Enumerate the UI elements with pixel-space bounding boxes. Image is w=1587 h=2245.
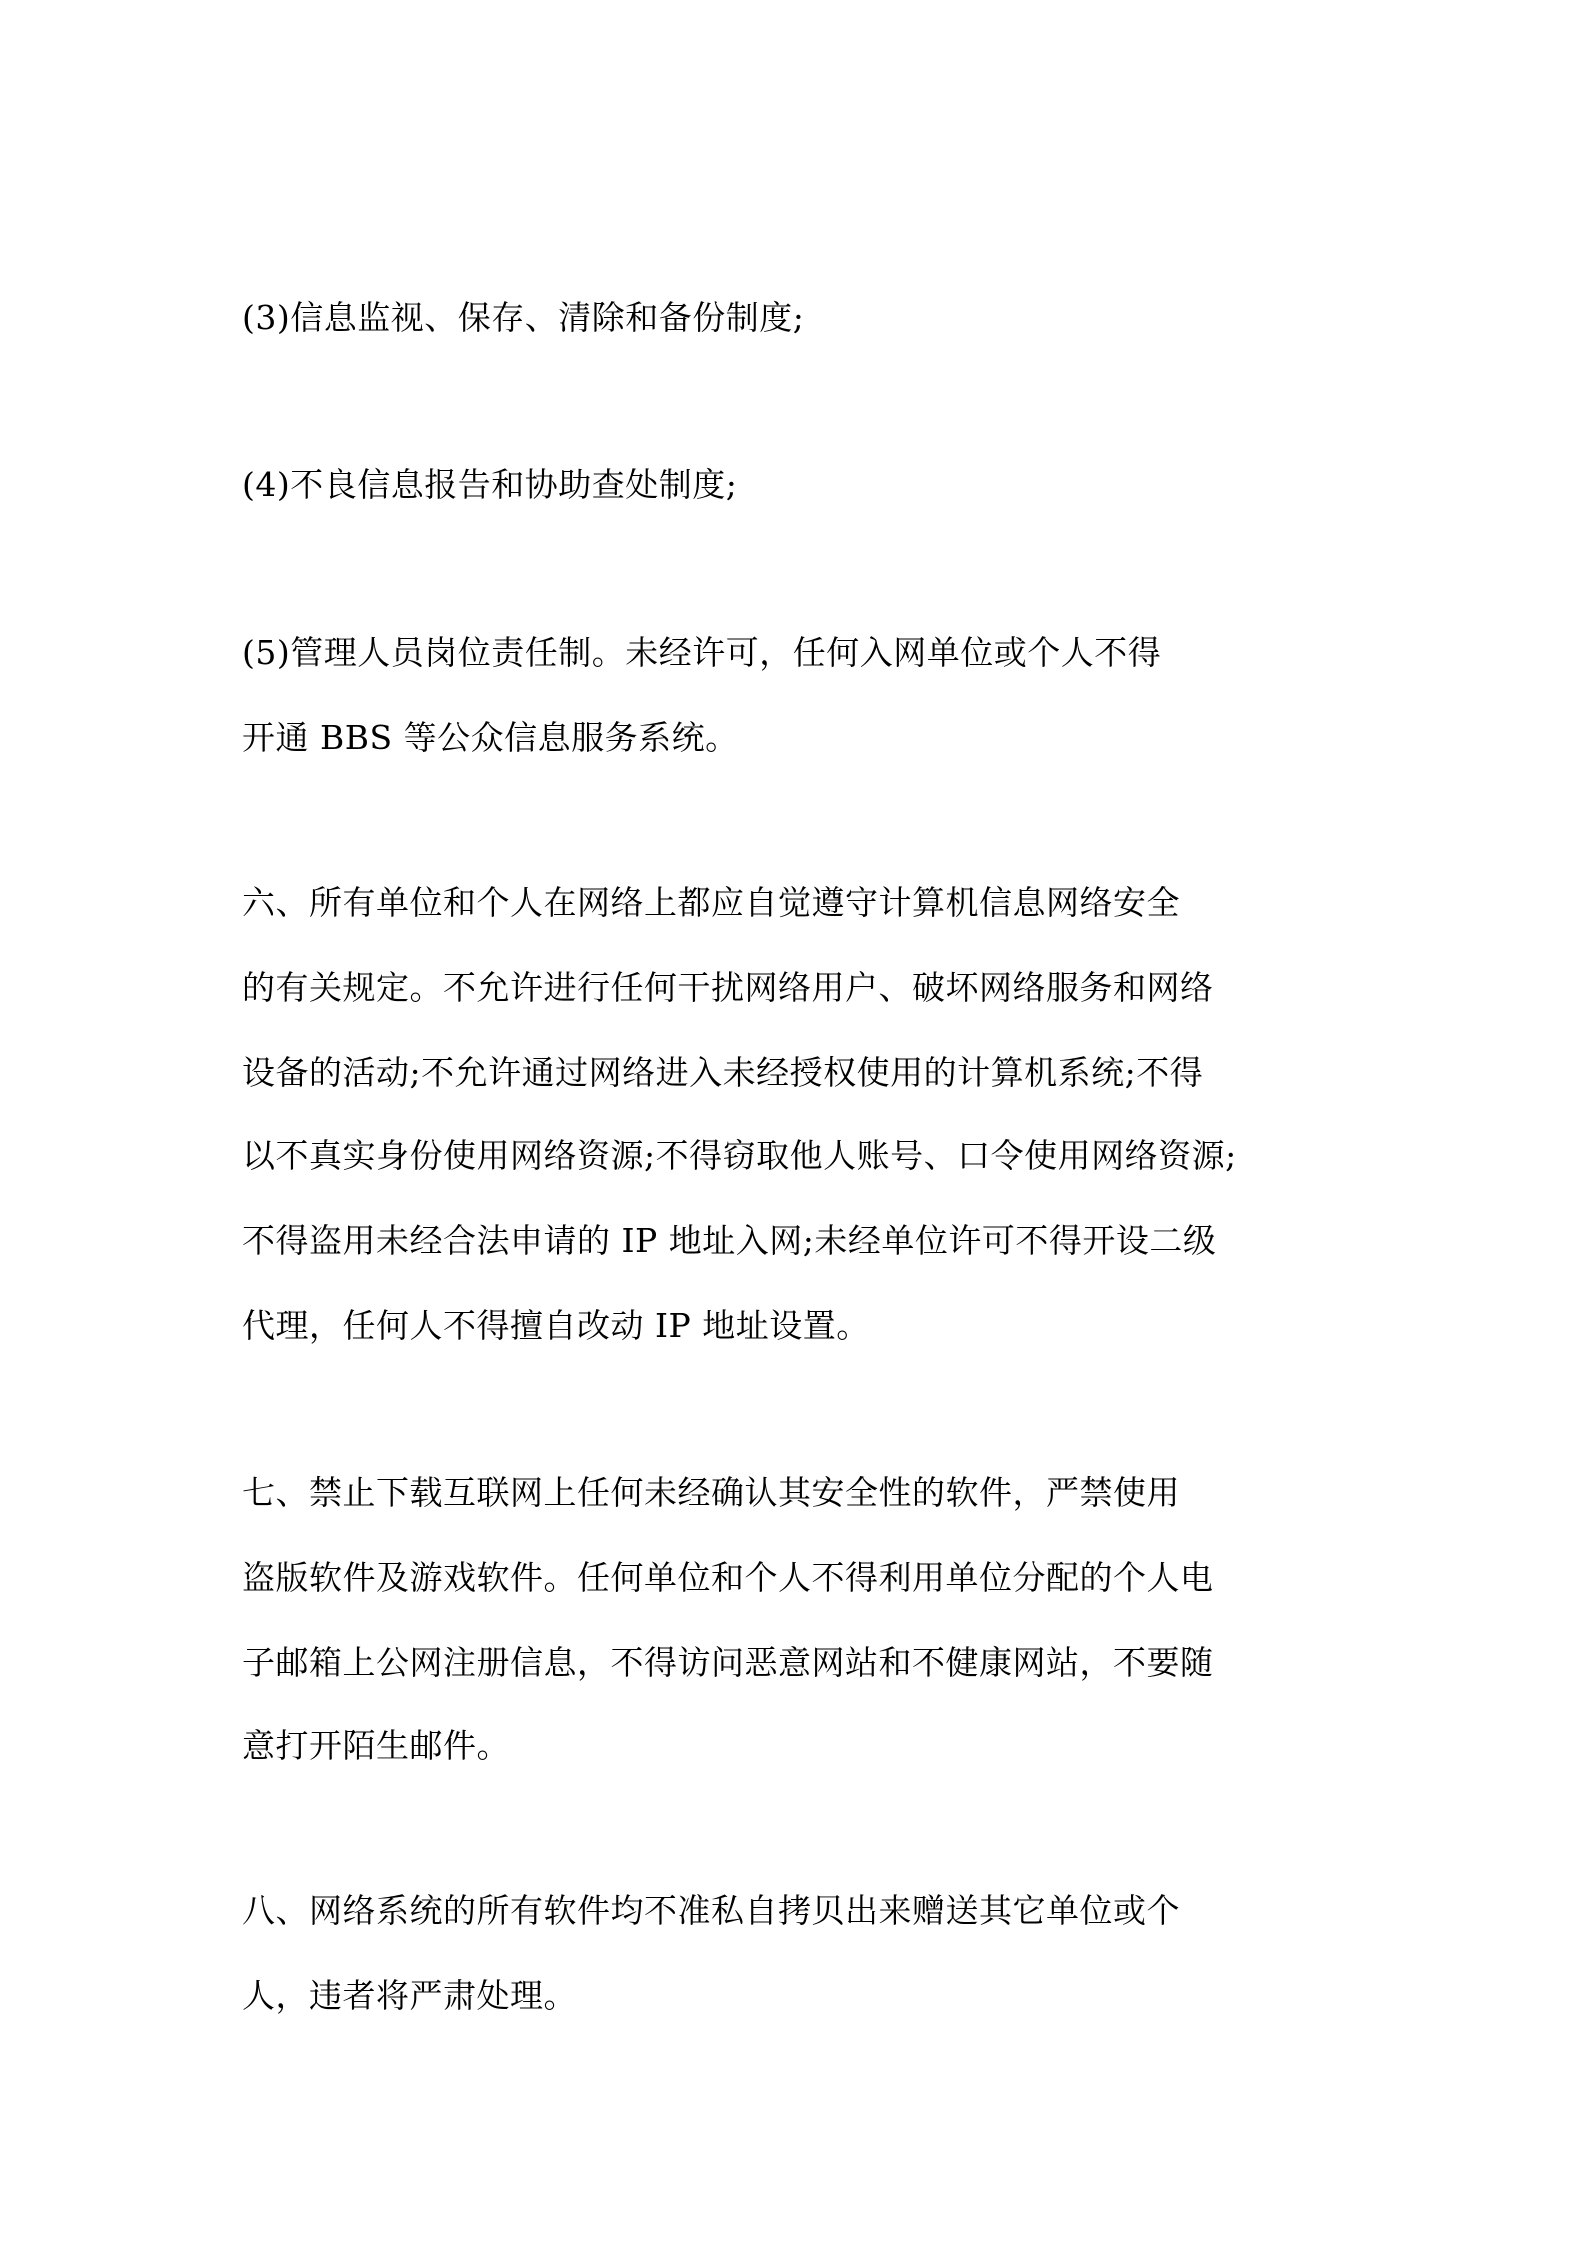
section-8-line-2: 人，违者将严肃处理。 <box>242 1976 577 2015</box>
section-6-line-5: 不得盗用未经合法申请的 IP 地址入网;未经单位许可不得开设二级 <box>242 1221 1217 1260</box>
section-7-line-2: 盗版软件及游戏软件。任何单位和个人不得利用单位分配的个人电 <box>242 1558 1214 1597</box>
section-7-line-4: 意打开陌生邮件。 <box>242 1726 510 1765</box>
section-6-line-2: 的有关规定。不允许进行任何干扰网络用户、破坏网络服务和网络 <box>242 968 1214 1007</box>
item-5-line-1: (5)管理人员岗位责任制。未经许可，任何入网单位或个人不得 <box>242 633 1162 672</box>
section-8-line-1: 八、网络系统的所有软件均不准私自拷贝出来赠送其它单位或个 <box>242 1891 1180 1930</box>
item-4-line-1: (4)不良信息报告和协助查处制度; <box>242 465 738 504</box>
section-6-line-1: 六、所有单位和个人在网络上都应自觉遵守计算机信息网络安全 <box>242 883 1180 922</box>
section-7-line-1: 七、禁止下载互联网上任何未经确认其安全性的软件，严禁使用 <box>242 1473 1180 1512</box>
item-5-line-2: 开通 BBS 等公众信息服务系统。 <box>242 718 739 757</box>
section-7-line-3: 子邮箱上公网注册信息，不得访问恶意网站和不健康网站，不要随 <box>242 1643 1214 1682</box>
item-3-line-1: (3)信息监视、保存、清除和备份制度; <box>242 298 805 337</box>
section-6-line-6: 代理，任何人不得擅自改动 IP 地址设置。 <box>242 1306 870 1345</box>
section-6-line-3: 设备的活动;不允许通过网络进入未经授权使用的计算机系统;不得 <box>242 1053 1204 1092</box>
section-6-line-4: 以不真实身份使用网络资源;不得窃取他人账号、口令使用网络资源; <box>242 1136 1237 1175</box>
